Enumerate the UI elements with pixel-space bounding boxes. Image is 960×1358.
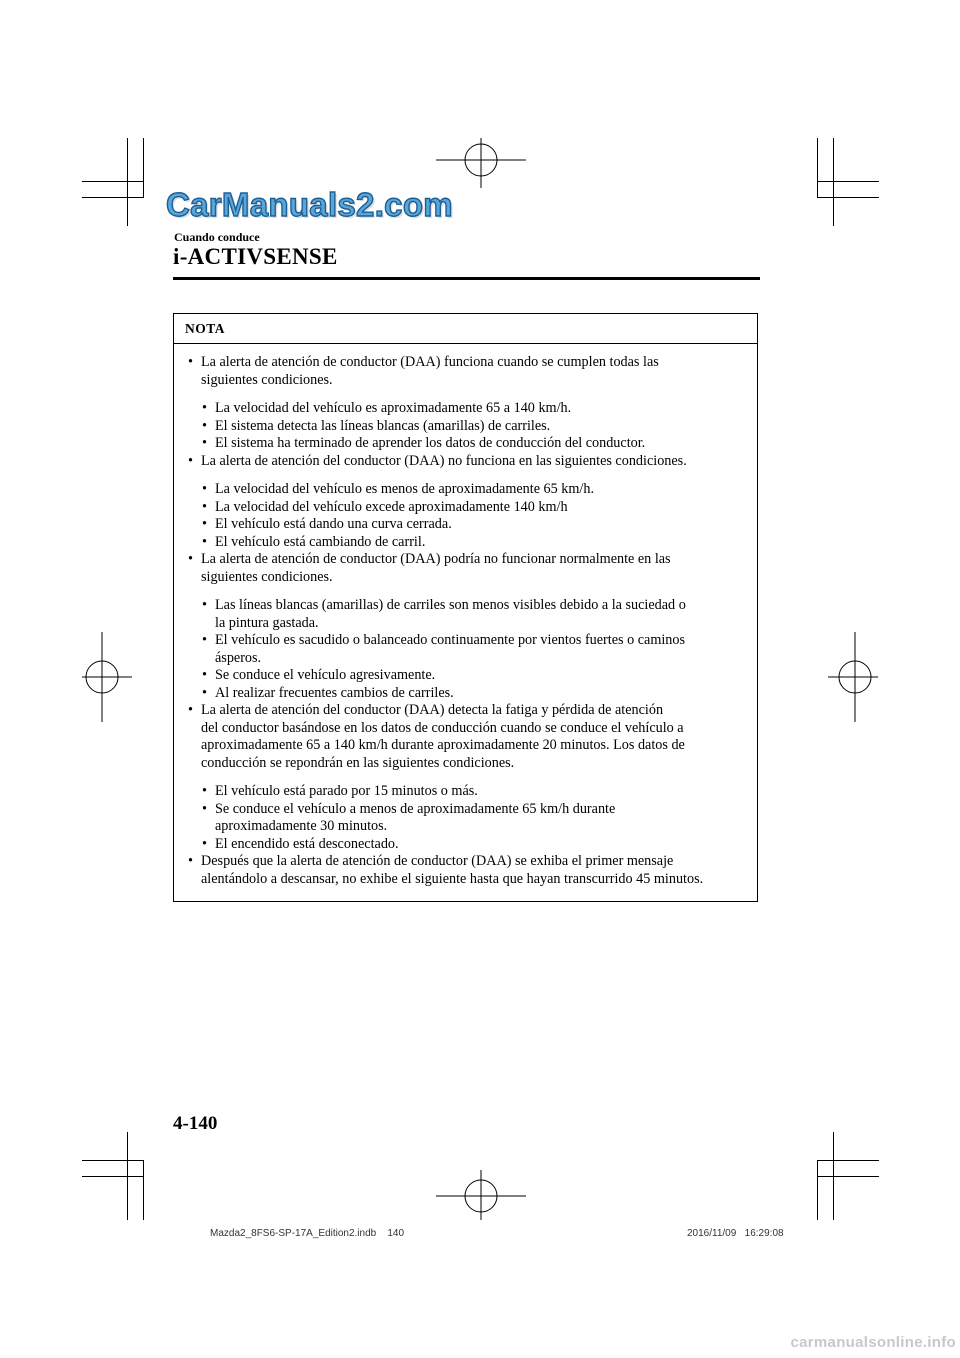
sub-item bbox=[174, 632, 757, 667]
header-rule bbox=[173, 277, 760, 280]
crop-mark bbox=[82, 1160, 144, 1161]
note-item-line: aproximadamente 65 a 140 km/h durante aproximadamente 20 minutos. Los datos de bbox=[201, 737, 685, 753]
sub-item-line: El vehículo está dando una curva cerrada. bbox=[215, 516, 452, 532]
crop-mark bbox=[82, 181, 144, 182]
sub-item-line: El vehículo está parado por 15 minutos o más. bbox=[215, 783, 478, 799]
sub-item-line: Se conduce el vehículo agresivamente. bbox=[215, 667, 436, 683]
sub-item bbox=[174, 783, 757, 801]
registration-mark-icon bbox=[436, 138, 526, 188]
sub-item-line: ásperos. bbox=[215, 649, 262, 666]
sub-item bbox=[174, 597, 757, 632]
sub-item-line: La velocidad del vehículo excede aproximadamente 140 km/h bbox=[215, 498, 568, 515]
footer-file: Mazda2_8FS6-SP-17A_Edition2.indb 140 bbox=[210, 1228, 405, 1239]
bullet-icon: • bbox=[202, 684, 207, 701]
sub-list bbox=[174, 400, 757, 453]
sub-item-line: Las líneas blancas (amarillas) de carriles son menos visibles debido a la suciedad o bbox=[215, 597, 686, 613]
crop-mark bbox=[127, 138, 128, 226]
crop-mark bbox=[817, 181, 879, 182]
bullet-icon: • bbox=[202, 498, 207, 515]
note-header bbox=[174, 314, 757, 344]
crop-mark bbox=[817, 1160, 818, 1220]
sub-item bbox=[174, 685, 757, 703]
note-item-line: La alerta de atención del conductor (DAA) no funciona en las siguientes condiciones. bbox=[201, 452, 687, 469]
sub-item-line: El sistema detecta las líneas blancas (amarillas) de carriles. bbox=[215, 417, 551, 434]
bullet-icon: • bbox=[202, 435, 207, 451]
sub-item bbox=[174, 534, 757, 552]
note-item bbox=[174, 354, 757, 389]
section-label: Cuando conduce bbox=[174, 230, 260, 244]
sub-item-line: Al realizar frecuentes cambios de carriles. bbox=[215, 684, 454, 701]
registration-mark-icon bbox=[436, 1170, 526, 1220]
bullet-icon: • bbox=[202, 632, 207, 648]
sub-item bbox=[174, 667, 757, 685]
sub-item-line: El vehículo está cambiando de carril. bbox=[215, 533, 426, 550]
note-title: NOTA bbox=[185, 321, 226, 336]
note-box bbox=[173, 313, 758, 902]
sub-list bbox=[174, 597, 757, 702]
bullet-icon: • bbox=[202, 533, 207, 550]
sub-item bbox=[174, 435, 757, 453]
sub-item-line: La velocidad del vehículo es aproximadamente 65 a 140 km/h. bbox=[215, 400, 572, 416]
sub-item bbox=[174, 481, 757, 499]
note-item bbox=[174, 453, 757, 471]
crop-mark bbox=[143, 138, 144, 198]
bullet-icon: • bbox=[202, 417, 207, 434]
note-item-line: Después que la alerta de atención de conductor (DAA) se exhiba el primer mensaje bbox=[201, 853, 674, 869]
note-item-line: siguientes condiciones. bbox=[201, 371, 333, 388]
crop-mark bbox=[817, 138, 818, 198]
footer-timestamp: 2016/11/09 16:29:08 bbox=[687, 1228, 784, 1239]
crop-mark bbox=[817, 1176, 879, 1177]
note-item-line: La alerta de atención de conductor (DAA) podría no funcionar normalmente en las bbox=[201, 551, 671, 567]
bullet-icon: • bbox=[202, 400, 207, 416]
sub-item-line: aproximadamente 30 minutos. bbox=[215, 818, 388, 834]
sub-item bbox=[174, 801, 757, 836]
bullet-icon: • bbox=[188, 853, 193, 869]
page-title: i-ACTIVSENSE bbox=[173, 244, 338, 269]
sub-item-line: El vehículo es sacudido o balanceado continuamente por vientos fuertes o caminos bbox=[215, 632, 686, 648]
bullet-icon: • bbox=[188, 452, 193, 469]
bullet-icon: • bbox=[188, 702, 193, 718]
sub-item bbox=[174, 418, 757, 436]
sub-item bbox=[174, 499, 757, 517]
note-body bbox=[174, 354, 757, 888]
note-item-line: siguientes condiciones. bbox=[201, 568, 333, 585]
bullet-icon: • bbox=[202, 800, 207, 817]
crop-mark bbox=[833, 138, 834, 226]
watermark-logo: CarManuals2.com bbox=[166, 186, 453, 223]
site-watermark: carmanualsonline.info bbox=[790, 1334, 956, 1351]
bullet-icon: • bbox=[202, 516, 207, 532]
sub-item bbox=[174, 400, 757, 418]
note-item-line: alentándolo a descansar, no exhibe el siguiente hasta que hayan transcurrido 45 minutos. bbox=[201, 870, 704, 887]
note-item-line: conducción se repondrán en las siguientes condiciones. bbox=[201, 754, 515, 771]
bullet-icon: • bbox=[202, 667, 207, 683]
sub-item-line: Se conduce el vehículo a menos de aproximadamente 65 km/h durante bbox=[215, 800, 616, 817]
sub-item-line: El encendido está desconectado. bbox=[215, 835, 399, 852]
note-item bbox=[174, 853, 757, 888]
sub-list bbox=[174, 481, 757, 551]
crop-mark bbox=[817, 1160, 879, 1161]
note-item bbox=[174, 702, 757, 772]
bullet-icon: • bbox=[188, 354, 193, 370]
bullet-icon: • bbox=[202, 481, 207, 497]
registration-mark-icon bbox=[828, 632, 878, 722]
note-item-line: La alerta de atención de conductor (DAA) funciona cuando se cumplen todas las bbox=[201, 354, 659, 370]
crop-mark bbox=[82, 1176, 144, 1177]
crop-mark bbox=[817, 197, 879, 198]
sub-item-line: La velocidad del vehículo es menos de aproximadamente 65 km/h. bbox=[215, 481, 595, 497]
bullet-icon: • bbox=[202, 597, 207, 613]
page-number: 4-140 bbox=[173, 1113, 218, 1134]
bullet-icon: • bbox=[188, 551, 193, 567]
sub-list bbox=[174, 783, 757, 853]
sub-item bbox=[174, 516, 757, 534]
crop-mark bbox=[143, 1160, 144, 1220]
sub-item-line: la pintura gastada. bbox=[215, 614, 319, 631]
note-item-line: La alerta de atención del conductor (DAA) detecta la fatiga y pérdida de atención bbox=[201, 702, 664, 718]
bullet-icon: • bbox=[202, 835, 207, 852]
sub-item bbox=[174, 836, 757, 854]
bullet-icon: • bbox=[202, 783, 207, 799]
crop-mark bbox=[82, 197, 144, 198]
note-item-line: del conductor basándose en los datos de conducción cuando se conduce el vehículo a bbox=[201, 719, 684, 736]
sub-item-line: El sistema ha terminado de aprender los datos de conducción del conductor. bbox=[215, 435, 646, 451]
registration-mark-icon bbox=[82, 632, 132, 722]
note-item bbox=[174, 551, 757, 586]
